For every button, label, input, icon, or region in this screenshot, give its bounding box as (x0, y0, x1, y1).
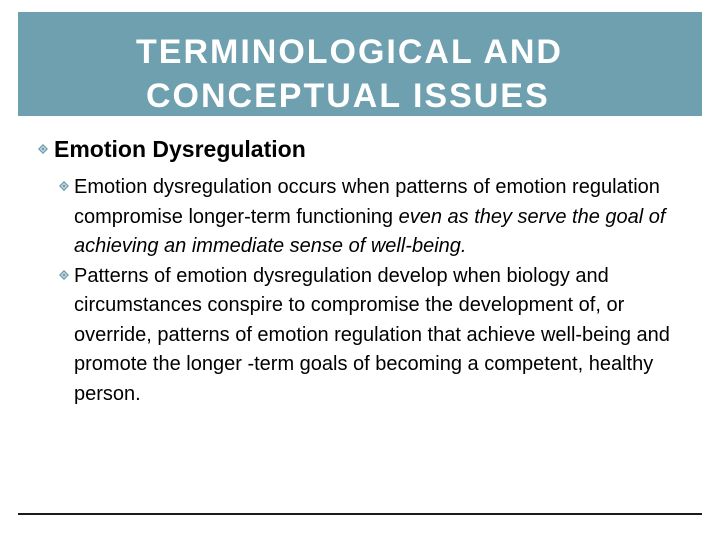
heading-bullet (38, 134, 306, 164)
list-item (58, 262, 698, 410)
slide-title-line-2: CONCEPTUAL ISSUES (146, 77, 550, 115)
decorative-bullet-icon (38, 144, 48, 154)
bullet-text: Emotion dysregulation occurs when patterns of emotion regulation compromise longer-term functioning (74, 176, 660, 228)
sub-bullet-list (58, 173, 698, 409)
slide-title (136, 30, 696, 118)
decorative-bullet-icon (59, 270, 69, 280)
bullet-text: Patterns of emotion dysregulation develop when biology and circumstances conspire to compromise the development of, or override, patterns of emotion regulation that achieve well-being and promote the longer -term goals of becoming a competent, healthy person. (74, 264, 670, 405)
bottom-divider (18, 513, 702, 515)
list-item (58, 173, 698, 262)
title-bar (18, 12, 702, 116)
bullet-text-italic: even as they serve the goal of achieving an immediate sense of well-being. (74, 205, 666, 257)
decorative-bullet-icon (59, 181, 69, 191)
slide-title-line-1: TERMINOLOGICAL AND (136, 33, 563, 71)
heading-text: Emotion Dysregulation (54, 136, 306, 162)
